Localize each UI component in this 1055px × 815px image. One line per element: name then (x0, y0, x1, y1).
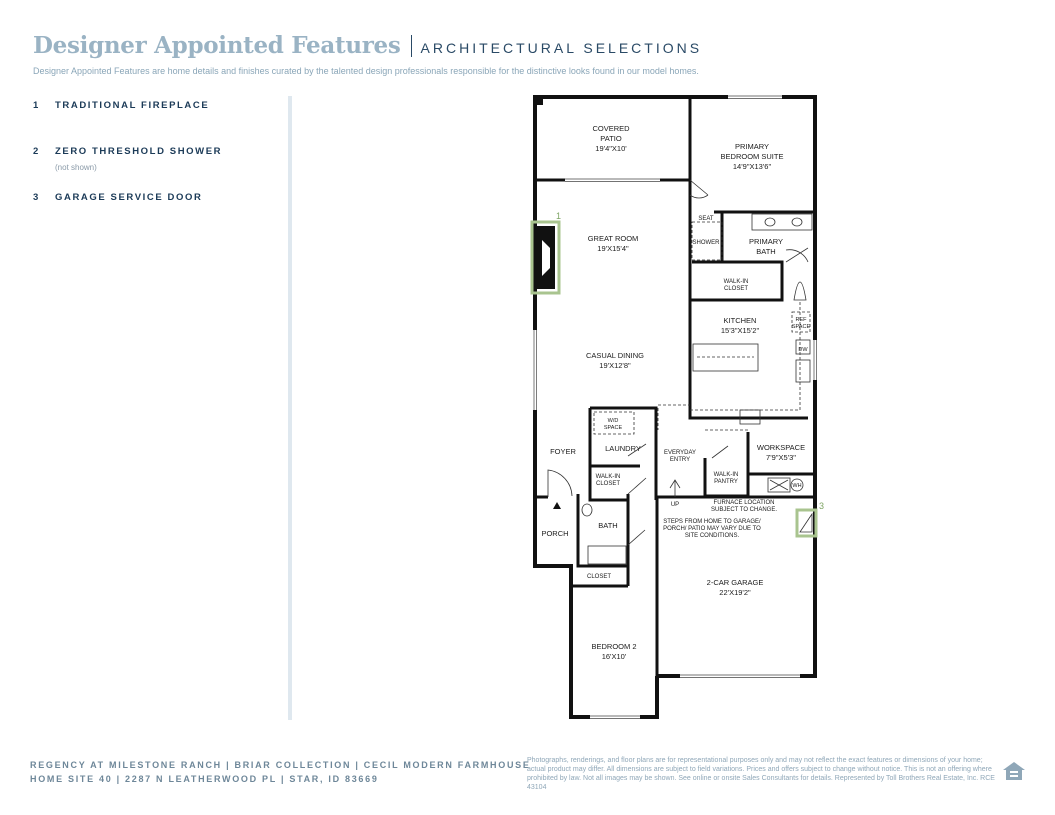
label-primary-bath-2: BATH (756, 247, 776, 256)
equal-housing-icon (1001, 760, 1027, 784)
label-foyer: FOYER (550, 447, 576, 456)
label-up: UP (670, 502, 680, 508)
tub (588, 546, 626, 564)
callout-3: 3 (819, 501, 825, 511)
label-wh: WH (792, 483, 802, 489)
label-patio-2: PATIO (600, 134, 622, 143)
feature-number: 2 (33, 146, 40, 157)
floor-plan (500, 90, 840, 725)
feature-number: 3 (33, 192, 40, 203)
feature-label: TRADITIONAL FIREPLACE (55, 100, 210, 111)
label-dw: DW (798, 347, 808, 353)
label-ref: REF (795, 317, 807, 323)
callout-1: 1 (556, 211, 562, 221)
door-swing (548, 470, 572, 497)
label-primary-suite: PRIMARY (734, 142, 770, 151)
foyer-arrow (553, 502, 561, 509)
label-ref-2: SPACE (791, 324, 811, 330)
label-patio-dim: 19'4"X10' (595, 144, 627, 153)
feature-item-1 (33, 100, 209, 111)
label-primary-suite-2: BEDROOM SUITE (720, 152, 784, 161)
exterior-wall (657, 538, 815, 676)
door-swing (628, 530, 645, 545)
label-wd: W/D (607, 418, 619, 424)
feature-label: GARAGE SERVICE DOOR (55, 192, 203, 203)
label-walkin-primary: WALK-IN (723, 279, 749, 285)
label-workspace: WORKSPACE (756, 443, 806, 452)
label-casual-dining-dim: 19'X12'8" (599, 361, 631, 370)
label-bath: BATH (598, 521, 618, 530)
door-swing (712, 446, 728, 458)
feature-item-3 (33, 192, 202, 203)
kitchen-island (693, 344, 758, 371)
title-divider (411, 35, 412, 57)
vanity (752, 214, 812, 230)
label-primary-bath: PRIMARY (748, 237, 784, 246)
label-walkin-laundry-2: CLOSET (595, 481, 621, 487)
toilet (582, 504, 592, 516)
note-steps: STEPS FROM HOME TO GARAGE/ (663, 519, 761, 525)
label-bedroom2-dim: 16'X10' (601, 652, 627, 661)
label-great-room: GREAT ROOM (587, 234, 639, 243)
feature-note: (not shown) (55, 163, 97, 172)
label-everyday-2: ENTRY (669, 457, 691, 463)
label-laundry: LAUNDRY (605, 444, 641, 453)
footer-community: REGENCY AT MILESTONE RANCH | BRIAR COLLECTION | CECIL MODERN FARMHOUSE (30, 760, 531, 770)
page-description: Designer Appointed Features are home details and finishes curated by the talented design professionals responsible for the distinctive looks found in our model homes. (33, 66, 699, 76)
note-furnace: FURNACE LOCATION (713, 500, 775, 506)
sink (796, 360, 810, 382)
label-garage: 2-CAR GARAGE (706, 578, 764, 587)
label-kitchen: KITCHEN (723, 316, 757, 325)
page-header (33, 32, 702, 59)
interior-wall (578, 494, 628, 566)
door-swing (628, 478, 646, 494)
label-everyday: EVERYDAY (663, 450, 697, 456)
feature-item-2 (33, 146, 222, 157)
label-wd-2: SPACE (603, 425, 623, 431)
feature-label: ZERO THRESHOLD SHOWER (55, 146, 223, 157)
label-workspace-dim: 7'9"X5'3" (766, 453, 796, 462)
toilet-primary (794, 282, 806, 300)
label-primary-suite-dim: 14'9"X13'6" (732, 162, 772, 171)
feature-number: 1 (33, 100, 40, 111)
interior-wall (690, 97, 782, 300)
door-swing (690, 180, 708, 198)
column-divider (288, 96, 292, 720)
footer-address: HOME SITE 40 | 2287 N LEATHERWOOD PL | STAR, ID 83669 (30, 774, 379, 784)
label-patio: COVERED (592, 124, 630, 133)
exterior-wall (535, 497, 571, 586)
note-steps-2: PORCH/ PATIO MAY VARY DUE TO (663, 526, 761, 532)
page-title: Designer Appointed Features (33, 32, 401, 59)
door-swing (786, 248, 808, 262)
label-closet: CLOSET (586, 574, 612, 580)
label-shower: SHOWER (692, 240, 720, 246)
footer-disclaimer: Photographs, renderings, and floor plans are for representational purposes only and may not reflect the exact features or dimensions of your home; actual product may differ. All dimensions are subject to field variations. Prices and offers subject to change without notice. This is not an offering where prohibited by law. Not all images may be shown. See online or onsite Sales Consultants for details. Represented by Toll Brothers Real Estate, Inc. RCE 43104 (527, 757, 995, 791)
page-subtitle: ARCHITECTURAL SELECTIONS (420, 40, 703, 56)
label-walkin-laundry: WALK-IN (595, 474, 621, 480)
exterior-wall (535, 97, 815, 538)
label-kitchen-dim: 15'3"X15'2" (720, 326, 760, 335)
label-pantry-2: PANTRY (714, 479, 738, 485)
note-steps-3: SITE CONDITIONS. (684, 533, 740, 539)
label-bedroom2: BEDROOM 2 (591, 642, 637, 651)
label-pantry: WALK-IN (713, 472, 739, 478)
service-door-swing (800, 514, 812, 532)
label-seat: SEAT (698, 216, 714, 222)
label-garage-dim: 22'X19'2" (719, 588, 751, 597)
label-great-room-dim: 19'X15'4" (597, 244, 629, 253)
note-furnace-2: SUBJECT TO CHANGE. (710, 507, 778, 513)
label-porch: PORCH (541, 529, 569, 538)
label-walkin-primary-2: CLOSET (723, 286, 749, 292)
column-post (533, 95, 543, 105)
label-casual-dining: CASUAL DINING (585, 351, 645, 360)
